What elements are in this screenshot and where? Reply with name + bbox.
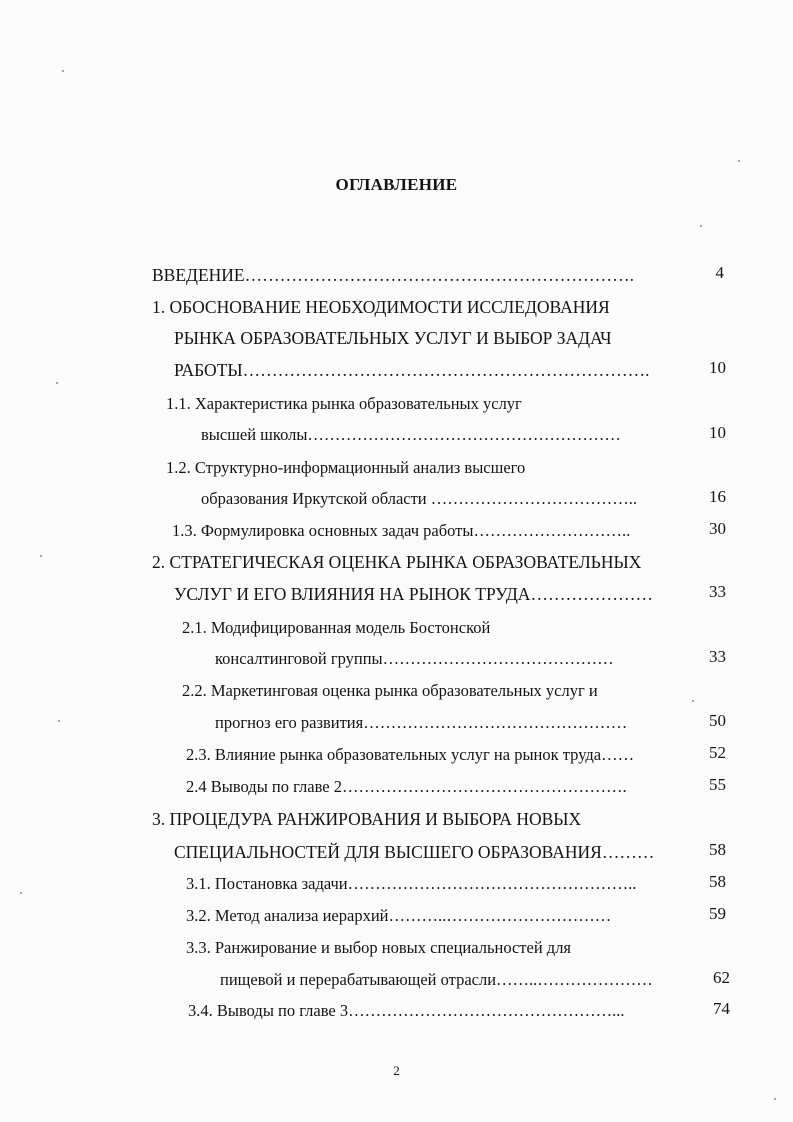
- toc-entry-page: 30: [709, 519, 726, 538]
- scan-speck: [58, 720, 60, 722]
- toc-entry-chapter-3-line1[interactable]: 3. ПРОЦЕДУРА РАНЖИРОВАНИЯ И ВЫБОРА НОВЫХ: [152, 809, 582, 829]
- toc-entry-section-3-2[interactable]: 3.2. Метод анализа иерархий………..…………………………: [186, 906, 612, 925]
- toc-entry-page: 33: [709, 582, 726, 601]
- toc-entry-title: УСЛУГ И ЕГО ВЛИЯНИЯ НА РЫНОК ТРУДА: [174, 584, 531, 604]
- scan-speck: [738, 160, 740, 162]
- toc-entry-chapter-1-line2[interactable]: РЫНКА ОБРАЗОВАТЕЛЬНЫХ УСЛУГ И ВЫБОР ЗАДАЧ: [174, 328, 612, 348]
- toc-entry-section-3-3-line2[interactable]: пищевой и перерабатывающей отрасли……..…………………: [220, 970, 653, 989]
- toc-entry-title: пищевой и перерабатывающей отрасли: [220, 970, 497, 989]
- toc-entry-title: консалтинговой группы: [215, 649, 383, 668]
- toc-entry-page: 52: [709, 743, 726, 762]
- toc-entry-introduction[interactable]: ВВЕДЕНИЕ………………………………………………………….: [152, 265, 635, 285]
- toc-entry-page: 10: [709, 358, 726, 377]
- toc-entry-section-3-1[interactable]: 3.1. Постановка задачи……………………………………………..: [186, 874, 637, 893]
- toc-entry-page: 58: [709, 840, 726, 859]
- scan-speck: [40, 555, 42, 557]
- toc-entry-chapter-3-line2[interactable]: СПЕЦИАЛЬНОСТЕЙ ДЛЯ ВЫСШЕГО ОБРАЗОВАНИЯ………: [174, 842, 655, 862]
- toc-entry-page: 16: [709, 487, 726, 506]
- toc-entry-title: 2.3. Влияние рынка образовательных услуг на рынок труда: [186, 745, 602, 764]
- toc-entry-page: 33: [709, 647, 726, 666]
- toc-entry-section-2-3[interactable]: 2.3. Влияние рынка образовательных услуг на рынок труда……: [186, 745, 635, 764]
- scan-speck: [20, 892, 22, 894]
- toc-entry-section-3-3-line1[interactable]: 3.3. Ранжирование и выбор новых специальностей для: [186, 938, 572, 957]
- toc-entry-title: 3.2. Метод анализа иерархий: [186, 906, 389, 925]
- toc-entry-title: РАБОТЫ: [174, 360, 243, 380]
- toc-entry-section-3-4[interactable]: 3.4. Выводы по главе 3…………………………………………...: [188, 1001, 625, 1020]
- scan-speck: [56, 382, 58, 384]
- toc-entry-chapter-2-line1[interactable]: 2. СТРАТЕГИЧЕСКАЯ ОЦЕНКА РЫНКА ОБРАЗОВАТЕЛЬНЫХ: [152, 552, 642, 572]
- toc-entry-section-2-1-line2[interactable]: консалтинговой группы……………………………………: [215, 649, 614, 668]
- toc-entry-title: СПЕЦИАЛЬНОСТЕЙ ДЛЯ ВЫСШЕГО ОБРАЗОВАНИЯ: [174, 842, 602, 862]
- toc-entry-section-2-1-line1[interactable]: 2.1. Модифицированная модель Бостонской: [182, 618, 491, 637]
- scan-speck: [62, 70, 64, 72]
- toc-entry-title: 3.1. Постановка задачи: [186, 874, 348, 893]
- toc-entry-page: 62: [713, 968, 730, 987]
- toc-entry-title: прогноз его развития: [215, 713, 364, 732]
- toc-entry-page: 58: [709, 872, 726, 891]
- scan-speck: [700, 225, 702, 227]
- toc-entry-chapter-1-line1[interactable]: 1. ОБОСНОВАНИЕ НЕОБХОДИМОСТИ ИССЛЕДОВАНИЯ: [152, 297, 610, 317]
- toc-entry-section-2-2-line1[interactable]: 2.2. Маркетинговая оценка рынка образовательных услуг и: [182, 681, 598, 700]
- toc-entry-section-1-2-line2[interactable]: образования Иркутской области ………………………………..: [201, 489, 638, 508]
- toc-entry-title: высшей школы: [201, 425, 308, 444]
- toc-entry-section-2-4[interactable]: 2.4 Выводы по главе 2…………………………………………….: [186, 777, 627, 796]
- toc-entry-section-2-2-line2[interactable]: прогноз его развития…………………………………………: [215, 713, 628, 732]
- toc-entry-page: 4: [715, 263, 724, 282]
- toc-entry-title: ВВЕДЕНИЕ: [152, 265, 245, 285]
- page-number: 2: [393, 1063, 400, 1078]
- scan-speck: [692, 700, 694, 702]
- toc-entry-chapter-1-line3[interactable]: РАБОТЫ…………………………………………………………….: [174, 360, 650, 380]
- toc-entry-page: 10: [709, 423, 726, 442]
- toc-entry-section-1-3[interactable]: 1.3. Формулировка основных задач работы………………………..: [172, 521, 631, 540]
- toc-entry-page: 55: [709, 775, 726, 794]
- toc-entry-title: образования Иркутской области: [201, 489, 427, 508]
- scan-speck: [774, 1098, 776, 1100]
- toc-entry-page: 74: [713, 999, 730, 1018]
- toc-entry-title: 3.4. Выводы по главе 3: [188, 1001, 349, 1020]
- toc-entry-chapter-2-line2[interactable]: УСЛУГ И ЕГО ВЛИЯНИЯ НА РЫНОК ТРУДА…………………: [174, 584, 653, 604]
- toc-entry-title: 2.4 Выводы по главе 2: [186, 777, 342, 796]
- toc-entry-page: 50: [709, 711, 726, 730]
- toc-entry-page: 59: [709, 904, 726, 923]
- toc-entry-title: 1.3. Формулировка основных задач работы: [172, 521, 474, 540]
- toc-entry-section-1-1-line2[interactable]: высшей школы…………………………………………………: [201, 425, 621, 444]
- toc-title: ОГЛАВЛЕНИЕ: [335, 175, 458, 194]
- toc-entry-section-1-1-line1[interactable]: 1.1. Характеристика рынка образовательных услуг: [166, 394, 522, 413]
- toc-entry-section-1-2-line1[interactable]: 1.2. Структурно-информационный анализ высшего: [166, 458, 526, 477]
